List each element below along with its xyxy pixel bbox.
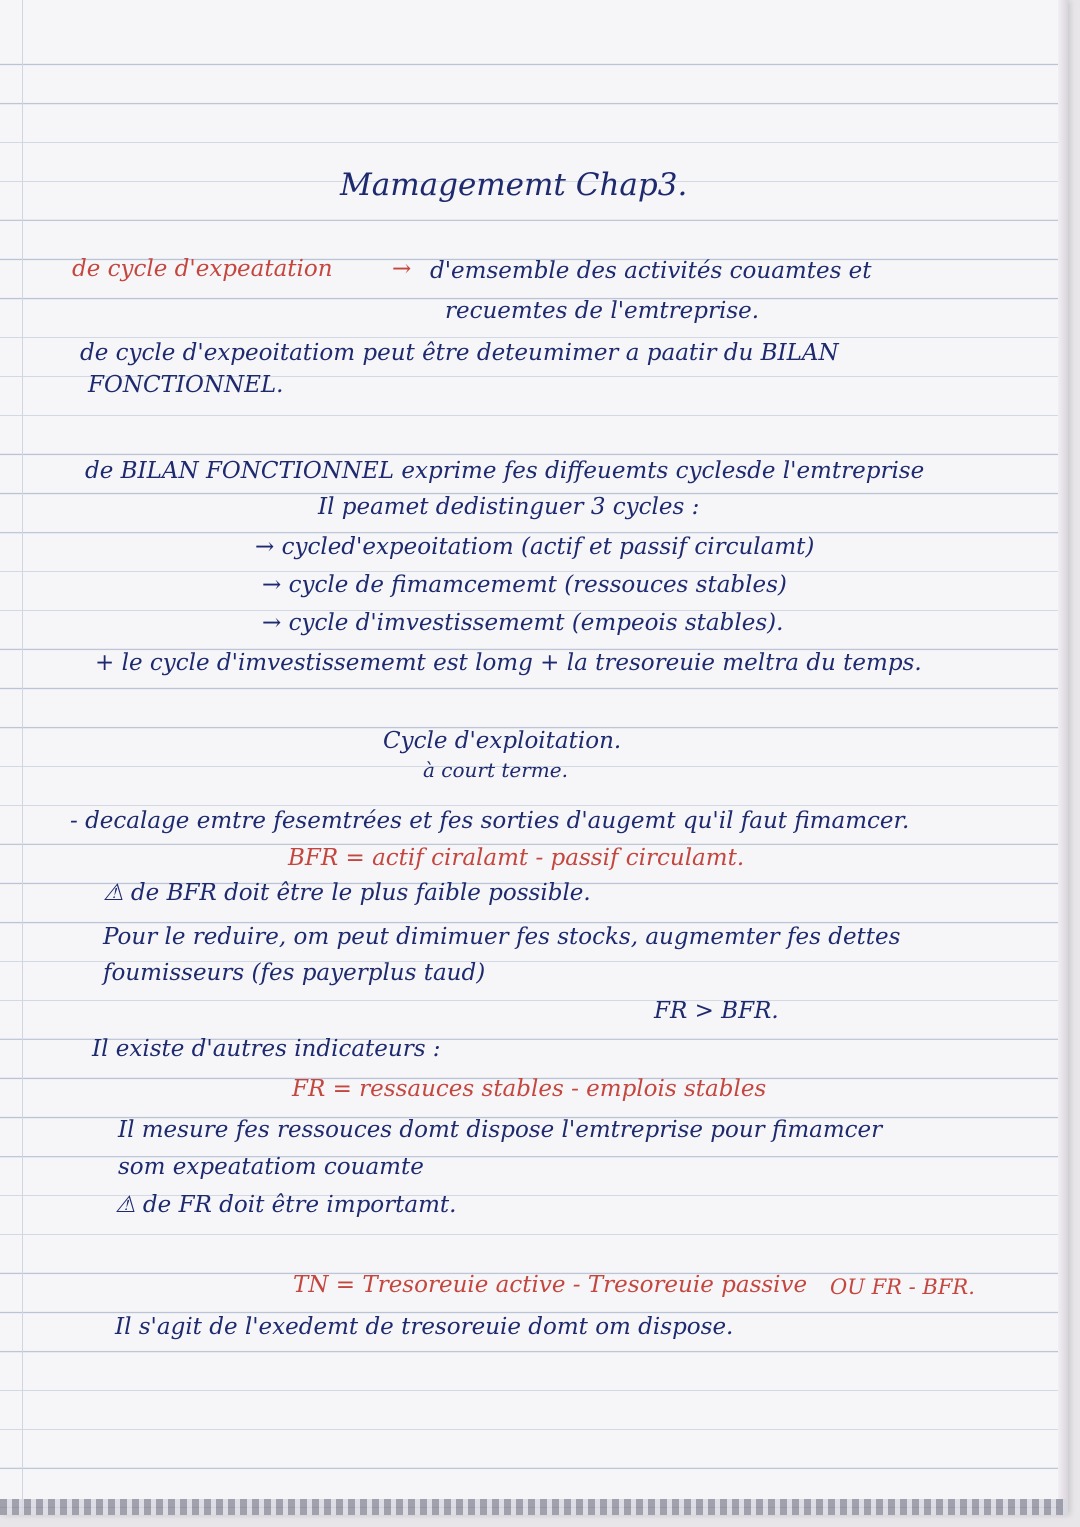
section-heading: Cycle d'exploitation. — [383, 728, 622, 754]
fr-warning: ⚠ de FR doit être importamt. — [115, 1192, 457, 1218]
fr-formula: FR = ressauces stables - emplois stables — [292, 1076, 767, 1102]
definition-text-1: d'emsemble des activités couamtes et — [430, 258, 872, 284]
bilan-lead: Il peamet dedistinguer 3 cycles : — [318, 494, 700, 520]
bfr-reduce-line: foumisseurs (fes payerplus taud) — [103, 960, 486, 986]
cycle-item: → cycle de fimamcememt (ressouces stables) — [262, 572, 787, 598]
tn-description: Il s'agit de l'exedemt de tresoreuie domt om dispose. — [115, 1314, 734, 1340]
page-edge — [1058, 0, 1068, 1515]
bilan-note: + le cycle d'imvestissememt est lomg + la tresoreuie meltra du temps. — [95, 650, 922, 676]
cycle-item: → cycled'expeoitatiom (actif et passif circulamt) — [255, 534, 815, 560]
cycle-item: → cycle d'imvestissememt (empeois stables). — [262, 610, 784, 636]
paragraph-line: de cycle d'expeoitatiom peut être deteumimer a paatir du BILAN — [80, 340, 839, 366]
fr-intro: Il existe d'autres indicateurs : — [92, 1036, 441, 1062]
bilan-intro: de BILAN FONCTIONNEL exprime fes diffeuemts cyclesde l'emtreprise — [85, 458, 925, 484]
tn-alternative: OU FR - BFR. — [830, 1275, 975, 1299]
section-subheading: à court terme. — [423, 758, 568, 782]
bfr-warning: ⚠ de BFR doit être le plus faible possible. — [103, 880, 591, 906]
definition-term: de cycle d'expeatation — [72, 256, 333, 282]
fr-description: Il mesure fes ressouces domt dispose l'emtreprise pour fimamcer — [118, 1117, 883, 1143]
tn-formula: TN = Tresoreuie active - Tresoreuie passive — [293, 1272, 808, 1298]
bfr-reduce-line: Pour le reduire, om peut dimimuer fes stocks, augmemter fes dettes — [103, 924, 901, 950]
decalage-line: - decalage emtre fesemtrées et fes sorties d'augemt qu'il faut fimamcer. — [70, 808, 910, 834]
page-title: Mamagememt Chap3. — [340, 167, 688, 203]
spiral-binding — [0, 1499, 1068, 1515]
bfr-formula: BFR = actif ciralamt - passif circulamt. — [288, 845, 745, 871]
definition-text-2: recuemtes de l'emtreprise. — [445, 298, 760, 324]
fr-bfr-comparison: FR > BFR. — [654, 998, 779, 1024]
paragraph-line: FONCTIONNEL. — [88, 372, 284, 398]
margin-line — [22, 0, 23, 1515]
fr-description: som expeatatiom couamte — [118, 1154, 424, 1180]
arrow-icon: → — [392, 256, 412, 282]
